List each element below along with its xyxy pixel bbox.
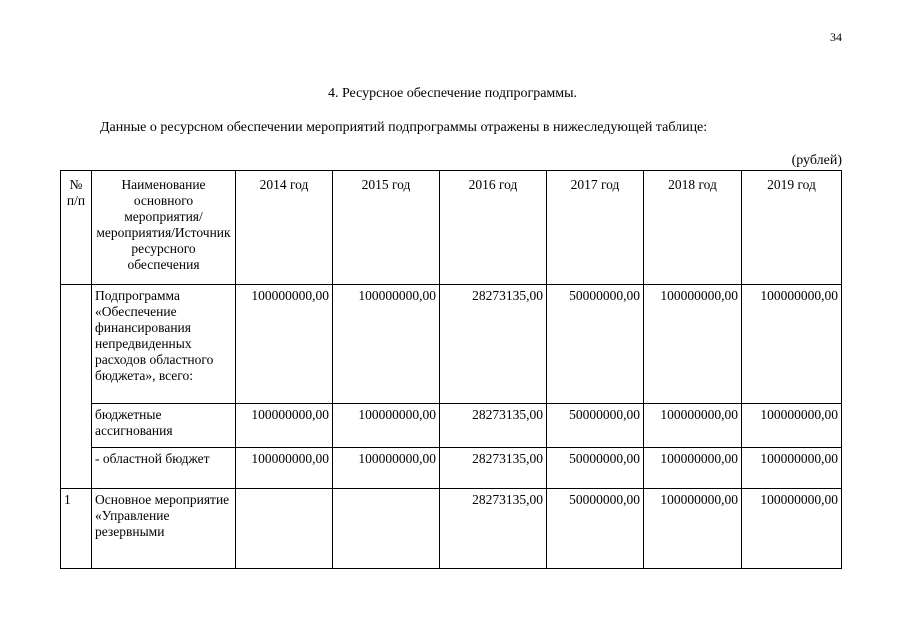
value-cell: 100000000,00: [644, 448, 742, 489]
resource-table: [60, 170, 842, 569]
row-name-cell: Основное мероприятие «Управление резервными: [92, 489, 236, 569]
header-year-2014: 2014 год: [236, 171, 333, 285]
value-cell: 28273135,00: [440, 285, 547, 404]
page-number: 34: [830, 30, 842, 44]
value-cell: 50000000,00: [547, 489, 644, 569]
header-num: № п/п: [61, 171, 92, 285]
value-cell: 100000000,00: [236, 404, 333, 448]
header-year-2017: 2017 год: [547, 171, 644, 285]
table-row: [61, 448, 842, 489]
table-row: [61, 489, 842, 569]
value-cell: [333, 489, 440, 569]
value-cell: 100000000,00: [742, 404, 842, 448]
header-year-2016: 2016 год: [440, 171, 547, 285]
table-row: [61, 285, 842, 404]
value-cell: 100000000,00: [333, 285, 440, 404]
row-name-cell: Подпрограмма «Обеспечение финансирования непредвиденных расходов областного бюджета», всего:: [92, 285, 236, 404]
value-cell: 28273135,00: [440, 489, 547, 569]
intro-text: Данные о ресурсном обеспечении мероприятий подпрограммы отражены в нижеследующей таблице:: [100, 120, 708, 135]
section-title: 4. Ресурсное обеспечение подпрограммы.: [327, 86, 578, 101]
row-num-cell: 1: [61, 489, 92, 569]
value-cell: 100000000,00: [236, 285, 333, 404]
value-cell: 100000000,00: [333, 404, 440, 448]
header-year-2018: 2018 год: [644, 171, 742, 285]
value-cell: 28273135,00: [440, 404, 547, 448]
table-header-row: [61, 171, 842, 285]
value-cell: 100000000,00: [236, 448, 333, 489]
value-cell: [236, 489, 333, 569]
header-year-2015: 2015 год: [333, 171, 440, 285]
row-name-cell: - областной бюджет: [92, 448, 236, 489]
value-cell: 50000000,00: [547, 404, 644, 448]
value-cell: 50000000,00: [547, 285, 644, 404]
units-label: (рублей): [791, 153, 842, 168]
value-cell: 100000000,00: [644, 404, 742, 448]
row-name-cell: бюджетные ассигнования: [92, 404, 236, 448]
value-cell: 100000000,00: [742, 448, 842, 489]
header-name: Наименование основного мероприятия/мероприятия/Источник ресурсного обеспечения: [92, 171, 236, 285]
value-cell: 50000000,00: [547, 448, 644, 489]
table-row: [61, 404, 842, 448]
row-num-cell: [61, 285, 92, 489]
value-cell: 28273135,00: [440, 448, 547, 489]
value-cell: 100000000,00: [644, 489, 742, 569]
value-cell: 100000000,00: [742, 489, 842, 569]
header-year-2019: 2019 год: [742, 171, 842, 285]
value-cell: 100000000,00: [644, 285, 742, 404]
value-cell: 100000000,00: [333, 448, 440, 489]
value-cell: 100000000,00: [742, 285, 842, 404]
